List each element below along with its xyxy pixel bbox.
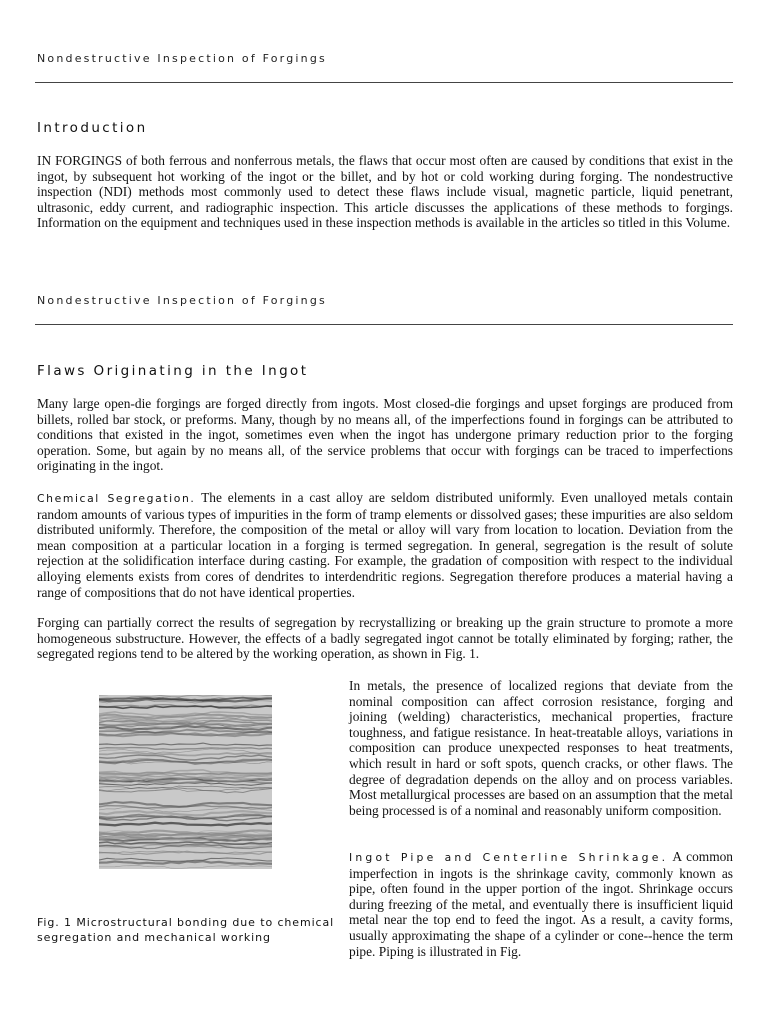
running-header: Nondestructive Inspection of Forgings	[37, 52, 327, 65]
segregation-paragraph	[37, 490, 733, 600]
segregation-text: The elements in a cast alloy are seldom distributed uniformly. Even unalloyed metals contain random amounts of various types of impurities in the form of tramp elements or dissolved gases; these impurities are also seldom distributed uniformly. Therefore, the composition of the metal or alloy will vary from location to location. Deviation from the mean composition at a particular location in a forging is termed segregation. In general, segregation is the result of solute rejection at the solidification interface during casting. For example, the gradation of composition with respect to the individual alloying elements exists from cores of dendrites to interdendritic regions. Segregation therefore produces a material having a range of compositions that do not have identical properties.	[37, 490, 734, 600]
flaws-paragraph: Many large open-die forgings are forged directly from ingots. Most closed-die forgings and upset forgings are produced from billets, rolled bar stock, or preforms. Many, though by no means all, of the imperfections found in forgings can be attributed to conditions that existed in the ingot, sometimes even when the ingot has undergone primary reduction prior to the forging operation. Some, but again by no means all, of the service problems that occur with forgings can be traced to imperfections originating in the ingot.	[37, 396, 733, 474]
figure-caption: Fig. 1 Microstructural bonding due to chemical segregation and mechanical working	[37, 916, 335, 944]
intro-paragraph: IN FORGINGS of both ferrous and nonferrous metals, the flaws that occur most often are caused by conditions that exist in the ingot, by subsequent hot working of the ingot or the billet, and by hot or cold working during forging. The nondestructive inspection (NDI) methods most commonly used to detect these flaws include visual, magnetic particle, liquid penetrant, ultrasonic, eddy current, and radiographic inspection. This article discusses the applications of these methods to forgings. Information on the equipment and techniques used in these inspection methods is available in the articles so titled in this Volume.	[37, 153, 733, 231]
pipe-heading: Ingot Pipe and Centerline Shrinkage.	[349, 851, 669, 864]
section-title-flaws: Flaws Originating in the Ingot	[37, 363, 309, 379]
running-header: Nondestructive Inspection of Forgings	[37, 294, 327, 307]
forging-paragraph: Forging can partially correct the results of segregation by recrystallizing or breaking up the grain structure to promote a more homogeneous substructure. However, the effects of a badly segregated ingot cannot be totally eliminated by forging; rather, the segregated regions tend to be altered by the working operation, as shown in Fig. 1.	[37, 615, 733, 662]
pipe-text: A common imperfection in ingots is the shrinkage cavity, commonly known as pipe, often found in the upper portion of the ingot. Shrinkage occurs during freezing of the metal, and eventually there is insufficient liquid metal near the top end to feed the ingot. As a result, a cavity forms, usually approximating the shape of a cylinder or cone--hence the term pipe. Piping is illustrated in Fig.	[349, 849, 734, 959]
microstructure-figure	[99, 695, 272, 869]
segregation-heading: Chemical Segregation.	[37, 492, 196, 505]
pipe-paragraph	[349, 849, 733, 959]
right-column-paragraph: In metals, the presence of localized regions that deviate from the nominal composition can affect corrosion resistance, forging and joining (welding) characteristics, mechanical properties, fracture toughness, and fatigue resistance. In heat-treatable alloys, variations in composition can produce unexpected responses to heat treatments, which result in hard or soft spots, quench cracks, or other flaws. The degree of degradation depends on the alloy and on process variables. Most metallurgical processes are based on an assumption that the metal being processed is of a nominal and reasonably uniform composition.	[349, 678, 733, 818]
header-rule	[35, 82, 733, 83]
header-rule	[35, 324, 733, 325]
section-title-introduction: Introduction	[37, 120, 148, 136]
microstructure-image	[99, 695, 272, 869]
